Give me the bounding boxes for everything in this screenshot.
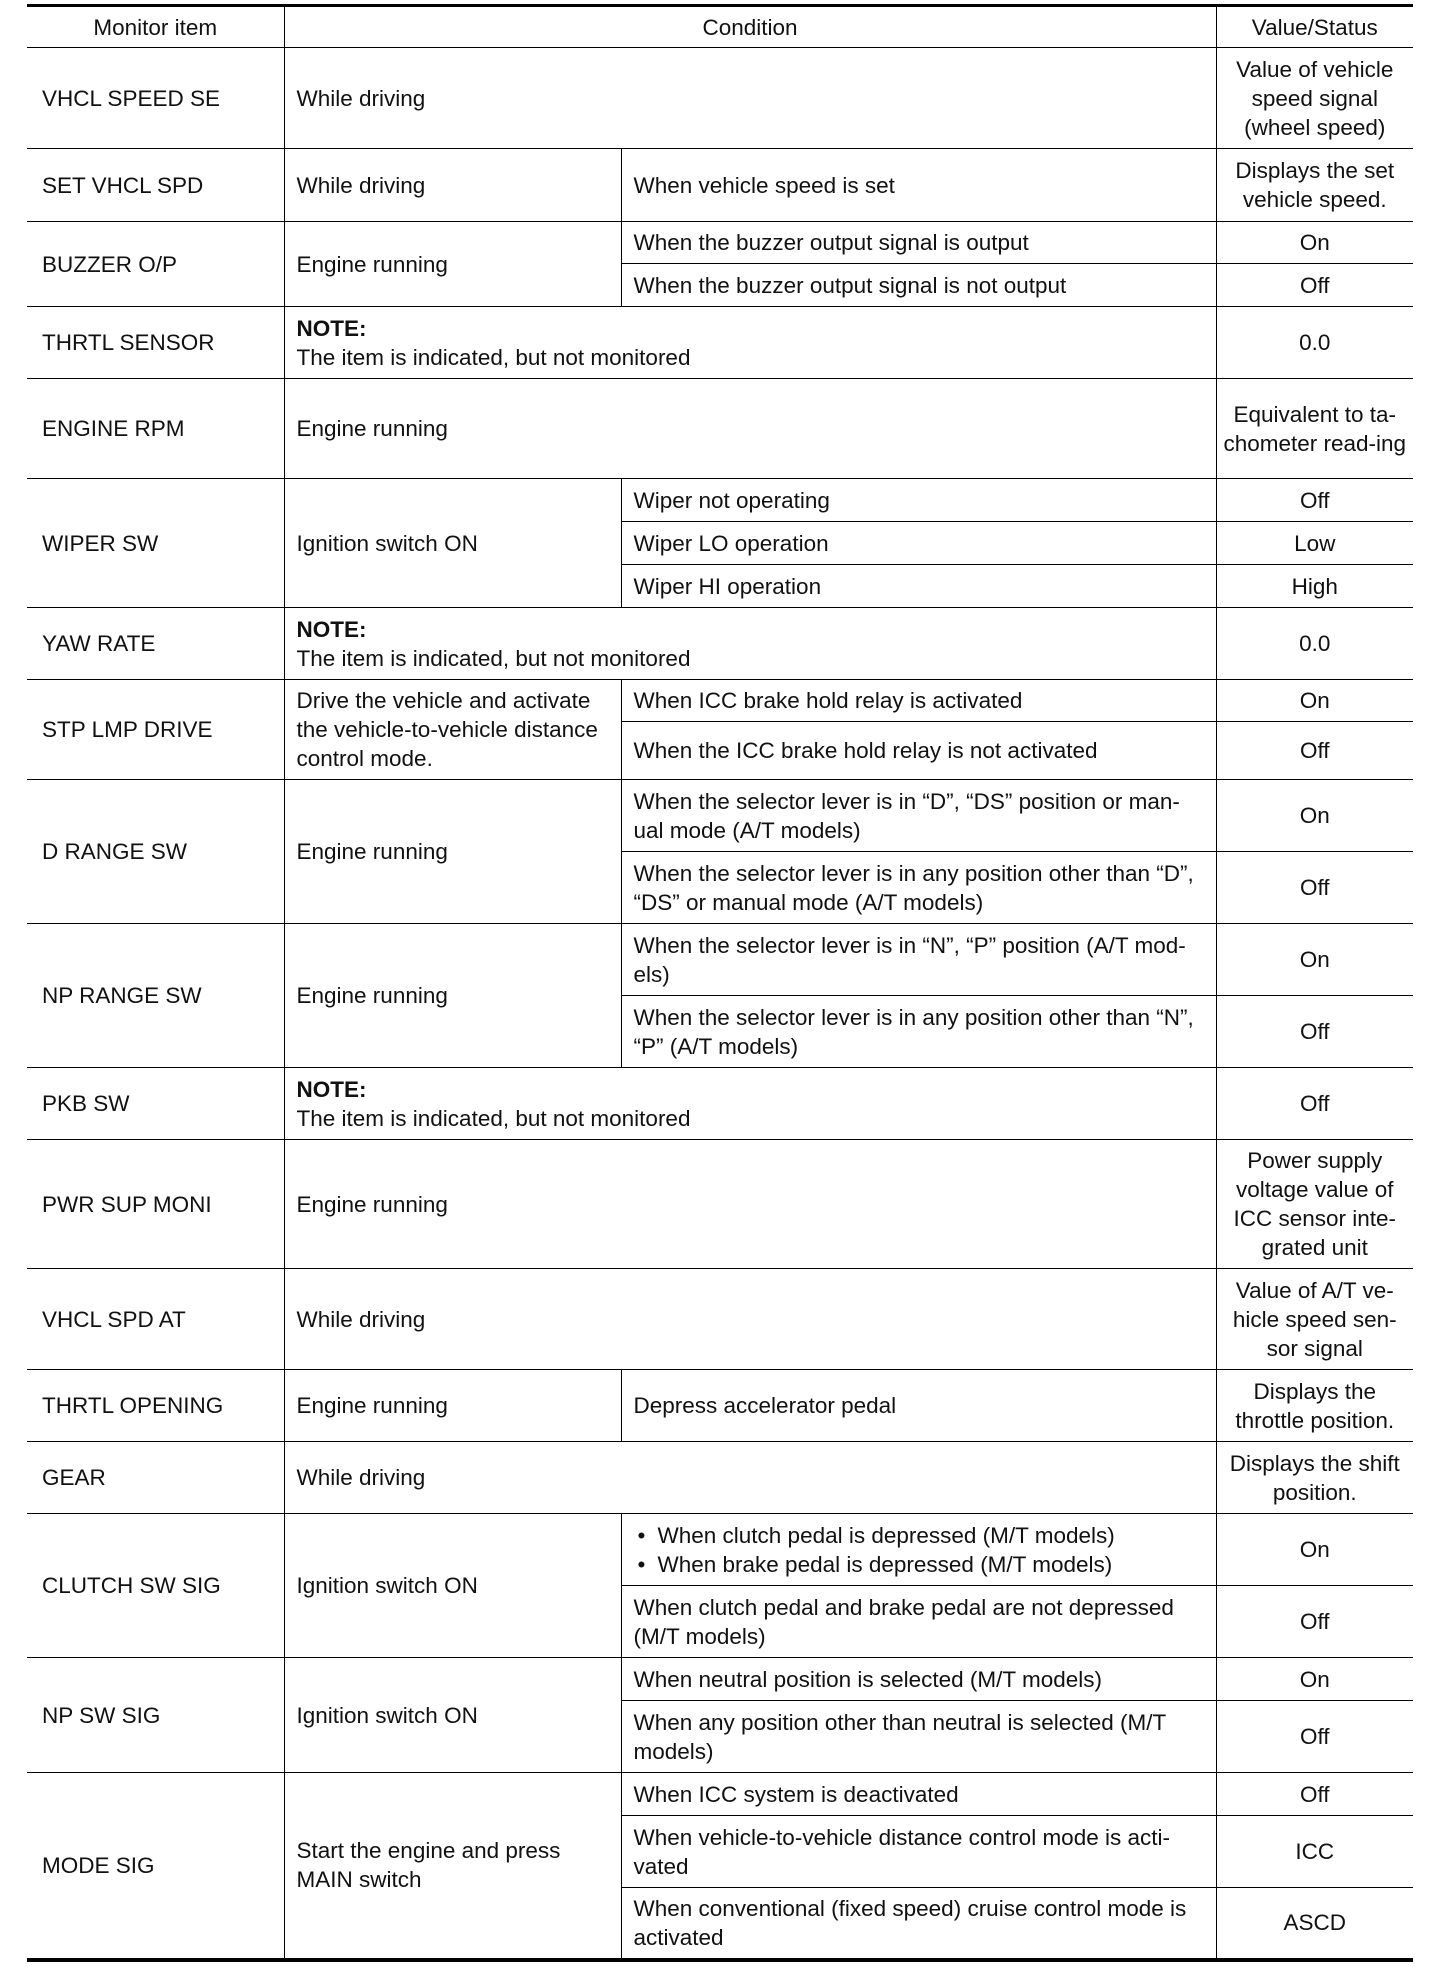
monitor-item-cell: WIPER SW bbox=[27, 479, 284, 608]
table-row bbox=[27, 780, 1413, 852]
value-status-cell: On bbox=[1216, 1658, 1413, 1701]
bullet-item: • When clutch pedal is depressed (M/T models) bbox=[634, 1521, 1204, 1550]
table-row bbox=[27, 1269, 1413, 1370]
table-row bbox=[27, 479, 1413, 522]
table-row bbox=[27, 1773, 1413, 1816]
sub-condition-cell: When the selector lever is in “N”, “P” position (A/T mod-els) bbox=[621, 924, 1216, 996]
monitor-item-cell: THRTL SENSOR bbox=[27, 307, 284, 379]
sub-condition-cell: When the selector lever is in any position other than “D”, “DS” or manual mode (A/T models) bbox=[621, 852, 1216, 924]
value-status-cell: High bbox=[1216, 565, 1413, 608]
monitor-item-cell: STP LMP DRIVE bbox=[27, 680, 284, 780]
condition-cell: Engine running bbox=[284, 222, 621, 307]
monitor-item-table bbox=[27, 4, 1413, 1962]
condition-cell: While driving bbox=[284, 1442, 1216, 1514]
value-status-cell: Equivalent to ta-chometer read-ing bbox=[1216, 379, 1413, 479]
table-row bbox=[27, 1514, 1413, 1586]
value-status-cell: Off bbox=[1216, 1773, 1413, 1816]
sub-condition-cell: When vehicle speed is set bbox=[621, 149, 1216, 222]
bullet-item: • When brake pedal is depressed (M/T models) bbox=[634, 1550, 1204, 1579]
monitor-item-cell: VHCL SPD AT bbox=[27, 1269, 284, 1370]
monitor-item-cell: CLUTCH SW SIG bbox=[27, 1514, 284, 1658]
sub-condition-cell: When ICC brake hold relay is activated bbox=[621, 680, 1216, 722]
note-label: NOTE: bbox=[296, 315, 367, 341]
value-status-cell: Off bbox=[1216, 852, 1413, 924]
note-text: The item is indicated, but not monitored bbox=[296, 1105, 691, 1131]
monitor-item-cell: NP RANGE SW bbox=[27, 924, 284, 1068]
value-status-cell: On bbox=[1216, 780, 1413, 852]
value-status-cell: Off bbox=[1216, 1068, 1413, 1140]
table-row bbox=[27, 222, 1413, 264]
table-row bbox=[27, 1370, 1413, 1442]
condition-cell: While driving bbox=[284, 48, 1216, 149]
value-status-cell: Displays the set vehicle speed. bbox=[1216, 149, 1413, 222]
value-status-cell: ASCD bbox=[1216, 1888, 1413, 1960]
value-status-cell: Off bbox=[1216, 1586, 1413, 1658]
table-row bbox=[27, 1068, 1413, 1140]
value-status-cell: Value of vehicle speed signal (wheel speed) bbox=[1216, 48, 1413, 149]
monitor-item-cell: BUZZER O/P bbox=[27, 222, 284, 307]
condition-cell: Engine running bbox=[284, 780, 621, 924]
monitor-item-cell: ENGINE RPM bbox=[27, 379, 284, 479]
header-condition: Condition bbox=[284, 6, 1216, 48]
sub-condition-cell: When clutch pedal and brake pedal are not depressed (M/T models) bbox=[621, 1586, 1216, 1658]
condition-cell: Engine running bbox=[284, 1140, 1216, 1269]
value-status-cell: Off bbox=[1216, 996, 1413, 1068]
value-status-cell: Low bbox=[1216, 522, 1413, 565]
value-status-cell: Off bbox=[1216, 722, 1413, 780]
sub-condition-cell: Wiper not operating bbox=[621, 479, 1216, 522]
table-row bbox=[27, 48, 1413, 149]
note-text: The item is indicated, but not monitored bbox=[296, 344, 691, 370]
bullet-list bbox=[634, 1521, 1204, 1579]
table-body bbox=[27, 48, 1413, 1960]
note-label: NOTE: bbox=[296, 616, 367, 642]
sub-condition-cell: When neutral position is selected (M/T models) bbox=[621, 1658, 1216, 1701]
sub-condition-cell: Wiper LO operation bbox=[621, 522, 1216, 565]
value-status-cell: Value of A/T ve-hicle speed sen-sor signal bbox=[1216, 1269, 1413, 1370]
value-status-cell: Power supply voltage value of ICC sensor inte-grated unit bbox=[1216, 1140, 1413, 1269]
condition-cell: Engine running bbox=[284, 1370, 621, 1442]
monitor-item-cell: YAW RATE bbox=[27, 608, 284, 680]
monitor-item-cell: NP SW SIG bbox=[27, 1658, 284, 1773]
condition-cell: Start the engine and press MAIN switch bbox=[284, 1773, 621, 1960]
value-status-cell: On bbox=[1216, 924, 1413, 996]
condition-cell: While driving bbox=[284, 1269, 1216, 1370]
note-label: NOTE: bbox=[296, 1076, 367, 1102]
note-cell bbox=[284, 1068, 1216, 1140]
value-status-cell: Off bbox=[1216, 479, 1413, 522]
sub-condition-cell: When vehicle-to-vehicle distance control mode is acti-vated bbox=[621, 1816, 1216, 1888]
table-header-row bbox=[27, 6, 1413, 48]
value-status-cell: Off bbox=[1216, 1701, 1413, 1773]
value-status-cell: 0.0 bbox=[1216, 307, 1413, 379]
sub-condition-cell: When any position other than neutral is selected (M/T models) bbox=[621, 1701, 1216, 1773]
sub-condition-cell: When ICC system is deactivated bbox=[621, 1773, 1216, 1816]
sub-condition-cell: Depress accelerator pedal bbox=[621, 1370, 1216, 1442]
table-row bbox=[27, 379, 1413, 479]
condition-cell: While driving bbox=[284, 149, 621, 222]
value-status-cell: 0.0 bbox=[1216, 608, 1413, 680]
sub-condition-cell: Wiper HI operation bbox=[621, 565, 1216, 608]
monitor-item-cell: MODE SIG bbox=[27, 1773, 284, 1960]
table-row bbox=[27, 680, 1413, 722]
value-status-cell: Displays the shift position. bbox=[1216, 1442, 1413, 1514]
header-monitor-item: Monitor item bbox=[27, 6, 284, 48]
condition-cell: Engine running bbox=[284, 379, 1216, 479]
sub-condition-cell: When the buzzer output signal is not output bbox=[621, 264, 1216, 307]
table-row bbox=[27, 1442, 1413, 1514]
condition-cell: Ignition switch ON bbox=[284, 479, 621, 608]
sub-condition-cell: When the selector lever is in any position other than “N”, “P” (A/T models) bbox=[621, 996, 1216, 1068]
value-status-cell: On bbox=[1216, 1514, 1413, 1586]
table-row bbox=[27, 608, 1413, 680]
condition-cell: Ignition switch ON bbox=[284, 1514, 621, 1658]
sub-condition-cell: When the buzzer output signal is output bbox=[621, 222, 1216, 264]
value-status-cell: On bbox=[1216, 680, 1413, 722]
monitor-item-cell: THRTL OPENING bbox=[27, 1370, 284, 1442]
monitor-item-cell: GEAR bbox=[27, 1442, 284, 1514]
table-row bbox=[27, 924, 1413, 996]
value-status-cell: Displays the throttle position. bbox=[1216, 1370, 1413, 1442]
note-text: The item is indicated, but not monitored bbox=[296, 645, 691, 671]
note-cell bbox=[284, 307, 1216, 379]
sub-condition-cell: When the ICC brake hold relay is not activated bbox=[621, 722, 1216, 780]
condition-cell: Drive the vehicle and activate the vehicle-to-vehicle distance control mode. bbox=[284, 680, 621, 780]
condition-cell: Ignition switch ON bbox=[284, 1658, 621, 1773]
monitor-item-cell: SET VHCL SPD bbox=[27, 149, 284, 222]
value-status-cell: On bbox=[1216, 222, 1413, 264]
table-row bbox=[27, 307, 1413, 379]
sub-condition-cell: When conventional (fixed speed) cruise control mode is activated bbox=[621, 1888, 1216, 1960]
note-cell bbox=[284, 608, 1216, 680]
condition-cell: Engine running bbox=[284, 924, 621, 1068]
monitor-item-cell: PKB SW bbox=[27, 1068, 284, 1140]
monitor-item-cell: VHCL SPEED SE bbox=[27, 48, 284, 149]
sub-condition-cell bbox=[621, 1514, 1216, 1586]
monitor-item-cell: D RANGE SW bbox=[27, 780, 284, 924]
table-row bbox=[27, 1658, 1413, 1701]
table-row bbox=[27, 149, 1413, 222]
header-value-status: Value/Status bbox=[1216, 6, 1413, 48]
value-status-cell: ICC bbox=[1216, 1816, 1413, 1888]
value-status-cell: Off bbox=[1216, 264, 1413, 307]
monitor-item-cell: PWR SUP MONI bbox=[27, 1140, 284, 1269]
sub-condition-cell: When the selector lever is in “D”, “DS” position or man-ual mode (A/T models) bbox=[621, 780, 1216, 852]
table-row bbox=[27, 1140, 1413, 1269]
